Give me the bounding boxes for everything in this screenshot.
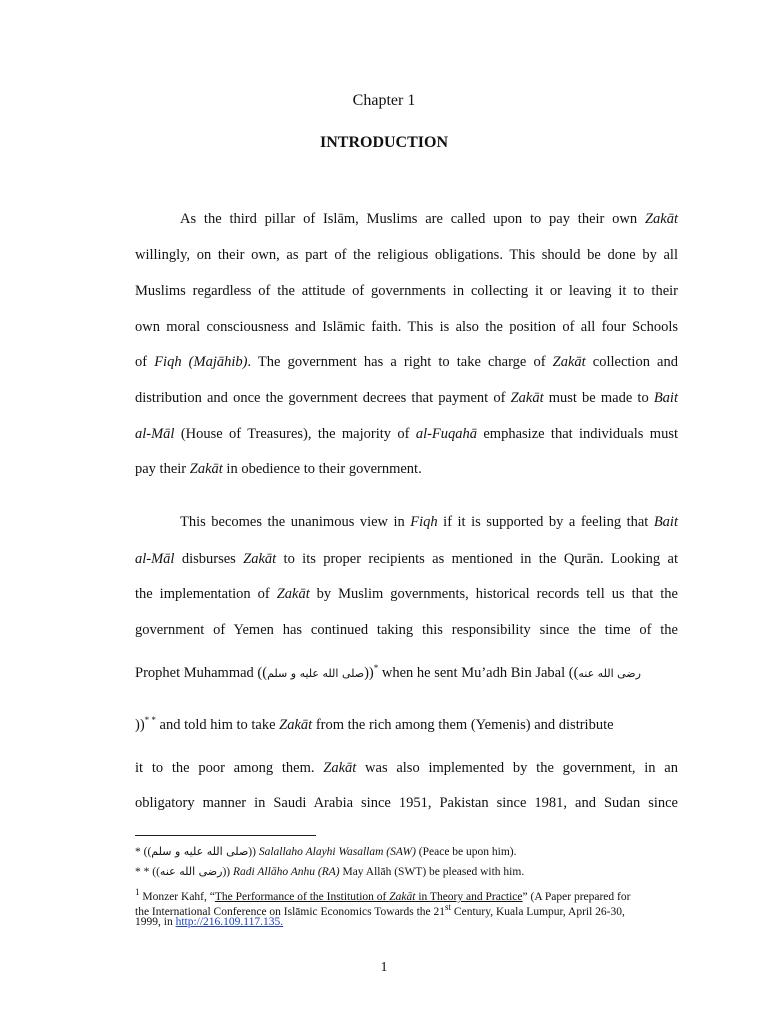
- chapter-label: Chapter 1: [352, 92, 416, 109]
- page-number: 1: [380, 960, 388, 975]
- body-line: ))* * and told him to take Zakāt from the rich among them (Yemenis) and distribute: [135, 715, 614, 733]
- footnote-citation: $^1$ Monzer Kahf, “The Performance of the Institution of Zakāt in Theory and Practice” (A Paper prepared for: [135, 887, 631, 903]
- body-line: the implementation of Zakāt by Muslim governments, historical records tell us that the: [135, 586, 678, 602]
- body-line: of Fiqh (Majāhib). The government has a right to take charge of Zakāt collection and: [135, 354, 678, 370]
- chapter-title: INTRODUCTION: [319, 134, 448, 151]
- body-line: pay their Zakāt in obedience to their government.: [135, 461, 422, 477]
- body-line: al-Māl disburses Zakāt to its proper recipients as mentioned in the Qurān. Looking at: [135, 551, 678, 567]
- body-line: obligatory manner in Saudi Arabia since 1951, Pakistan since 1981, and Sudan since: [135, 795, 678, 811]
- footnote-citation: the International Conference on Islāmic Economics Towards the 21st Century, Kuala Lumpur, April 26-30,: [135, 902, 625, 918]
- footnote: * * ((رضى الله عنه)) Radi Allāho Anhu (RA) May Allāh (SWT) be pleased with him.: [135, 865, 525, 878]
- footnote-citation: 1999, in http://216.109.117.135.: [135, 916, 284, 928]
- body-line: distribution and once the government decrees that payment of Zakāt must be made to Bait: [135, 390, 678, 406]
- body-line: As the third pillar of Islām, Muslims are called upon to pay their own Zakāt: [180, 211, 678, 227]
- footnote: * ((صلى الله عليه و سلم)) Salallaho Alayhi Wasallam (SAW) (Peace be upon him).: [135, 845, 517, 858]
- body-line: willingly, on their own, as part of the religious obligations. This should be done by all: [135, 247, 678, 263]
- reference-link[interactable]: http://216.109.117.135.: [175, 916, 284, 928]
- body-line: This becomes the unanimous view in Fiqh if it is supported by a feeling that Bait: [180, 514, 678, 530]
- body-line: Prophet Muhammad ((صلى الله عليه و سلم))* when he sent Mu’adh Bin Jabal ((رضى الله عنه: [135, 663, 641, 681]
- body-line: it to the poor among them. Zakāt was also implemented by the government, in an: [135, 760, 678, 776]
- body-line: Muslims regardless of the attitude of governments in collecting it or leaving it to their: [135, 283, 678, 299]
- body-line: own moral consciousness and Islāmic faith. This is also the position of all four Schools: [135, 319, 678, 335]
- body-line: al-Māl (House of Treasures), the majority of al-Fuqahā emphasize that individuals must: [135, 426, 678, 442]
- footnote-separator: [135, 835, 316, 836]
- arabic-honorific: رضى الله عنه: [578, 666, 641, 680]
- arabic-honorific: صلى الله عليه و سلم: [267, 666, 365, 680]
- body-line: government of Yemen has continued taking this responsibility since the time of the: [135, 622, 678, 638]
